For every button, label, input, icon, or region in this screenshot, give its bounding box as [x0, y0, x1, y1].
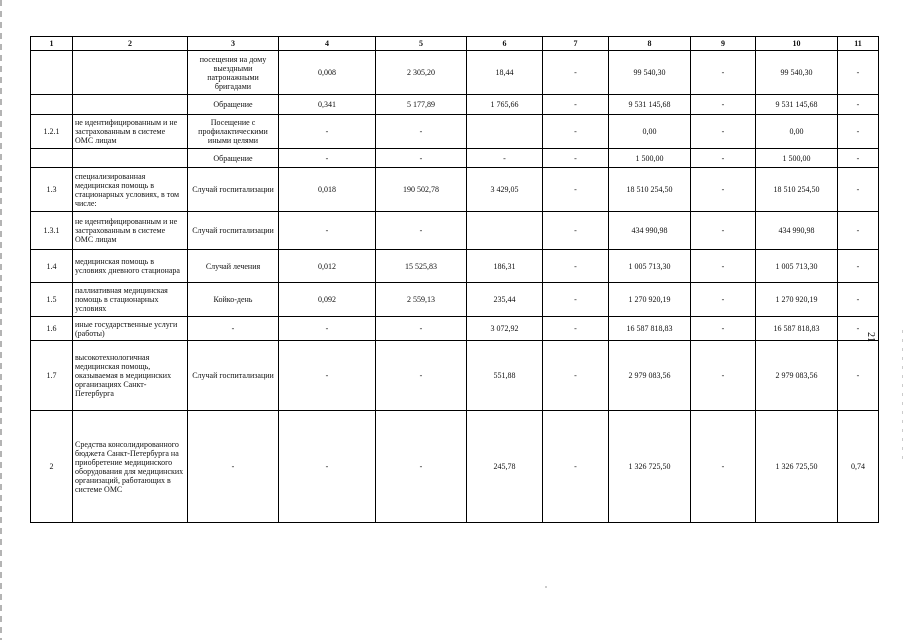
col11-value: -: [838, 283, 879, 317]
col11-value: -: [838, 250, 879, 283]
col4-value: -: [279, 411, 376, 523]
row-name: специализированная медицинская помощь в стационарных условиях, в том числе:: [73, 168, 188, 212]
col7-value: -: [543, 168, 609, 212]
table-row: [31, 95, 879, 115]
row-unit: посещения на дому выездными патронажными бригадами: [188, 51, 279, 95]
col7-value: -: [543, 95, 609, 115]
row-code: 1.3.1: [31, 212, 73, 250]
page-number: 21: [865, 332, 876, 342]
col5-value: -: [376, 212, 467, 250]
column-number: 6: [467, 37, 543, 51]
col6-value: 186,31: [467, 250, 543, 283]
row-code: [31, 51, 73, 95]
col8-value: 99 540,30: [609, 51, 691, 95]
col9-value: -: [691, 51, 756, 95]
row-name: медицинская помощь в условиях дневного стационара: [73, 250, 188, 283]
col9-value: -: [691, 317, 756, 341]
table-row: [31, 341, 879, 411]
row-name: не идентифицированным и не застрахованным в системе ОМС лицам: [73, 212, 188, 250]
row-name: иные государственные услуги (работы): [73, 317, 188, 341]
col7-value: -: [543, 283, 609, 317]
col10-value: 99 540,30: [756, 51, 838, 95]
col10-value: 0,00: [756, 115, 838, 149]
col8-value: 0,00: [609, 115, 691, 149]
row-unit: -: [188, 411, 279, 523]
col6-value: [467, 115, 543, 149]
row-code: 1.4: [31, 250, 73, 283]
col11-value: 0,74: [838, 411, 879, 523]
row-code: 1.5: [31, 283, 73, 317]
row-code: 1.3: [31, 168, 73, 212]
column-number: 2: [73, 37, 188, 51]
col10-value: 2 979 083,56: [756, 341, 838, 411]
row-name: паллиативная медицинская помощь в стационарных условиях: [73, 283, 188, 317]
row-unit: Обращение: [188, 95, 279, 115]
col10-value: 18 510 254,50: [756, 168, 838, 212]
col4-value: -: [279, 317, 376, 341]
col9-value: -: [691, 95, 756, 115]
col6-value: 245,78: [467, 411, 543, 523]
col4-value: 0,341: [279, 95, 376, 115]
col8-value: 1 326 725,50: [609, 411, 691, 523]
col11-value: -: [838, 51, 879, 95]
col4-value: 0,008: [279, 51, 376, 95]
col9-value: -: [691, 212, 756, 250]
col10-value: 434 990,98: [756, 212, 838, 250]
row-unit: Обращение: [188, 149, 279, 168]
col5-value: 2 305,20: [376, 51, 467, 95]
col5-value: -: [376, 411, 467, 523]
col4-value: -: [279, 212, 376, 250]
col6-value: 3 429,05: [467, 168, 543, 212]
col10-value: 1 500,00: [756, 149, 838, 168]
scan-speck: [545, 586, 547, 588]
table-row: [31, 212, 879, 250]
col6-value: 3 072,92: [467, 317, 543, 341]
col6-value: [467, 212, 543, 250]
col5-value: -: [376, 341, 467, 411]
column-number: 10: [756, 37, 838, 51]
col6-value: -: [467, 149, 543, 168]
row-unit: Случай госпитализации: [188, 212, 279, 250]
col5-value: -: [376, 115, 467, 149]
column-number: 4: [279, 37, 376, 51]
col7-value: -: [543, 411, 609, 523]
col9-value: -: [691, 115, 756, 149]
row-unit: Койко-день: [188, 283, 279, 317]
col10-value: 1 326 725,50: [756, 411, 838, 523]
row-code: 1.7: [31, 341, 73, 411]
col6-value: 235,44: [467, 283, 543, 317]
scan-edge-left: [0, 0, 2, 640]
table-row: [31, 168, 879, 212]
col5-value: -: [376, 149, 467, 168]
table-row: [31, 250, 879, 283]
col7-value: -: [543, 317, 609, 341]
col9-value: -: [691, 168, 756, 212]
col9-value: -: [691, 283, 756, 317]
col4-value: -: [279, 149, 376, 168]
col4-value: 0,092: [279, 283, 376, 317]
col9-value: -: [691, 250, 756, 283]
table-row: [31, 411, 879, 523]
col8-value: 9 531 145,68: [609, 95, 691, 115]
column-number: 8: [609, 37, 691, 51]
col9-value: -: [691, 149, 756, 168]
row-unit: -: [188, 317, 279, 341]
col4-value: -: [279, 115, 376, 149]
row-unit: Случай лечения: [188, 250, 279, 283]
col9-value: -: [691, 341, 756, 411]
col10-value: 1 270 920,19: [756, 283, 838, 317]
col11-value: -: [838, 212, 879, 250]
row-name: [73, 95, 188, 115]
table-row: [31, 283, 879, 317]
col6-value: 1 765,66: [467, 95, 543, 115]
row-code: 1.6: [31, 317, 73, 341]
col11-value: -: [838, 168, 879, 212]
table-row: [31, 51, 879, 95]
col5-value: 15 525,83: [376, 250, 467, 283]
col6-value: 18,44: [467, 51, 543, 95]
column-number-row: [31, 37, 879, 51]
col11-value: -: [838, 341, 879, 411]
col11-value: -: [838, 149, 879, 168]
row-unit: Случай госпитализации: [188, 341, 279, 411]
col4-value: 0,018: [279, 168, 376, 212]
row-code: [31, 95, 73, 115]
col7-value: -: [543, 115, 609, 149]
col5-value: -: [376, 317, 467, 341]
scan-edge-right: [902, 330, 903, 460]
column-number: 1: [31, 37, 73, 51]
col8-value: 1 270 920,19: [609, 283, 691, 317]
table-row: [31, 149, 879, 168]
row-name: [73, 149, 188, 168]
col10-value: 9 531 145,68: [756, 95, 838, 115]
col10-value: 1 005 713,30: [756, 250, 838, 283]
col9-value: -: [691, 411, 756, 523]
col10-value: 16 587 818,83: [756, 317, 838, 341]
col11-value: -: [838, 317, 879, 341]
col8-value: 1 500,00: [609, 149, 691, 168]
col7-value: -: [543, 149, 609, 168]
row-code: 1.2.1: [31, 115, 73, 149]
col8-value: 434 990,98: [609, 212, 691, 250]
col8-value: 18 510 254,50: [609, 168, 691, 212]
column-number: 5: [376, 37, 467, 51]
column-number: 3: [188, 37, 279, 51]
table-row: [31, 115, 879, 149]
row-code: [31, 149, 73, 168]
col4-value: -: [279, 341, 376, 411]
row-code: 2: [31, 411, 73, 523]
row-name: не идентифицированным и не застрахованным в системе ОМС лицам: [73, 115, 188, 149]
row-unit: Посещение с профилактическими иными целями: [188, 115, 279, 149]
column-number: 9: [691, 37, 756, 51]
col8-value: 16 587 818,83: [609, 317, 691, 341]
row-unit: Случай госпитализации: [188, 168, 279, 212]
col7-value: -: [543, 212, 609, 250]
col8-value: 2 979 083,56: [609, 341, 691, 411]
row-name: [73, 51, 188, 95]
col8-value: 1 005 713,30: [609, 250, 691, 283]
col7-value: -: [543, 250, 609, 283]
col11-value: -: [838, 95, 879, 115]
col5-value: 5 177,89: [376, 95, 467, 115]
column-number: 11: [838, 37, 879, 51]
column-number: 7: [543, 37, 609, 51]
col5-value: 2 559,13: [376, 283, 467, 317]
table-row: [31, 317, 879, 341]
col6-value: 551,88: [467, 341, 543, 411]
row-name: Средства консолидированного бюджета Санкт-Петербурга на приобретение медицинского оборудования для медицинских организаций, работающих в системе ОМС: [73, 411, 188, 523]
col7-value: -: [543, 51, 609, 95]
col4-value: 0,012: [279, 250, 376, 283]
col5-value: 190 502,78: [376, 168, 467, 212]
col7-value: -: [543, 341, 609, 411]
budget-table: [30, 36, 879, 523]
row-name: высокотехнологичная медицинская помощь, оказываемая в медицинских организациях Санкт-Петербурга: [73, 341, 188, 411]
col11-value: -: [838, 115, 879, 149]
